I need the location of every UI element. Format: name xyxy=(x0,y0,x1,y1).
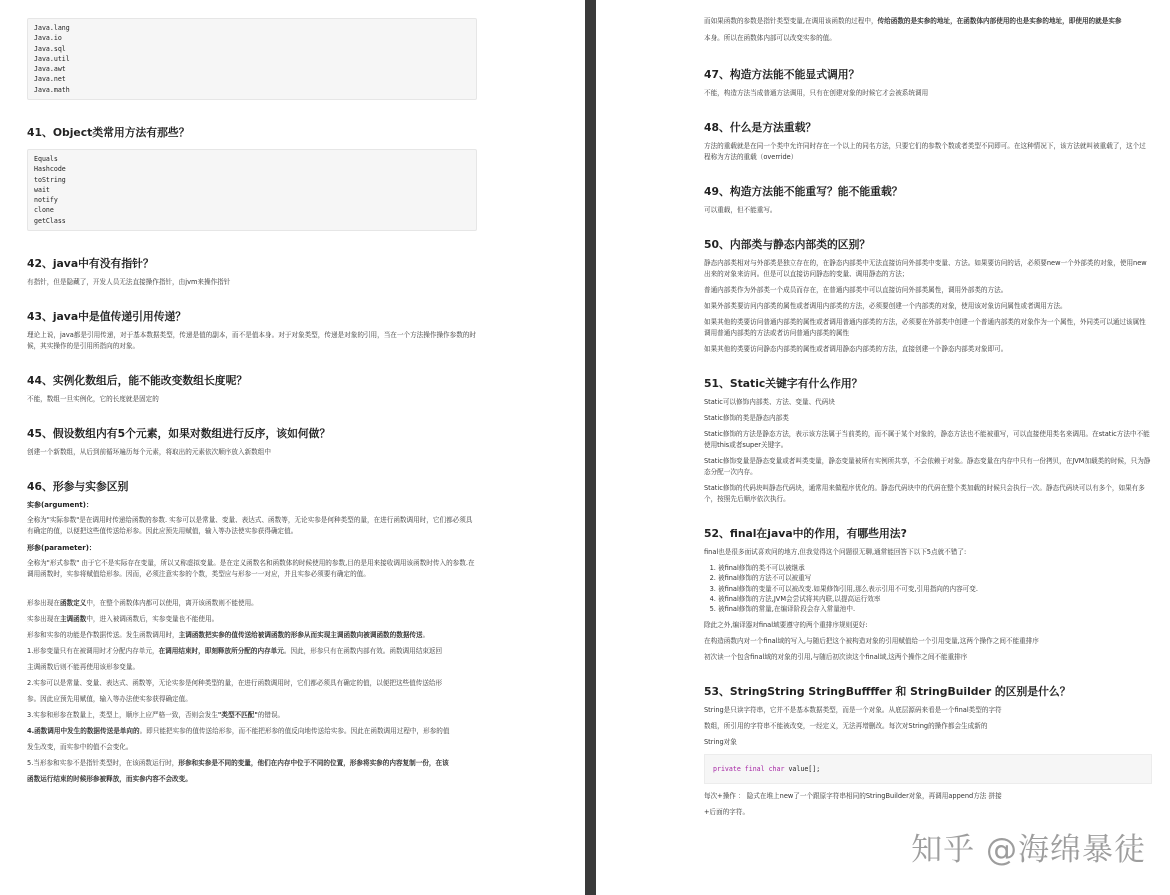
q46-para-5: 形参和实参的功能是作数据传送。发生函数调用时，主调函数把实参的值传送给被调函数的形参从而实现主调函数向被调函数的数据传送。 xyxy=(27,631,430,639)
q46-para-8: 3.实参和形参在数量上，类型上，顺序上应严格一致，否则会发生"类型不匹配"的错误。 xyxy=(27,711,285,719)
q46-continued-text-2: 本身。所以在函数体内部可以改变实参的值。 xyxy=(704,34,836,42)
q46-para-10: 5.当形参和实参不是指针类型时，在该函数运行时，形参和实参是不同的变量，他们在内存中位于不同的位置，形参将实参的内容复制一份，在该 xyxy=(27,759,449,767)
code-line: Java.math xyxy=(34,85,70,94)
list-item: 2. 被final修饰的方法不可以被重写 xyxy=(718,573,1152,583)
code-line: clone xyxy=(34,206,54,215)
q46-para-6b: 主调函数后则不能再使用该形参变量。 xyxy=(27,663,140,671)
q46-para-7b: 参。因此应预先用赋值，输入等办法使实参获得确定值。 xyxy=(27,695,192,703)
left-column xyxy=(27,0,477,785)
q50-para-4: 如果其他的类要访问普通内部类的属性或者调用普通内部类的方法，必须要在外部类中创建一个普通内部类的对象作为一个属性，外同类可以通过该属性调用普通内部类的方法或者访问普通内部类的属性 xyxy=(704,318,1146,337)
q53-heading: 53、StringString StringBuffffer 和 StringBuilder 的区别是什么？ xyxy=(704,685,1071,699)
q46-argument-label: 实参(argument)： xyxy=(27,501,93,509)
q51-para-4: Static修饰变量是静态变量或者叫类变量，静态变量被所有实例所共享，不会依赖于对象。静态变量在内存中只有一份拷贝，在JVM加载类的时候，只为静态分配一次内存。 xyxy=(704,457,1151,476)
code-line: Java.sql xyxy=(34,44,66,53)
q47-heading: 47、构造方法能不能显式调用？ xyxy=(704,68,860,81)
q46-para-9b: 发生改变，而实参中的值不会变化。 xyxy=(27,743,133,751)
q46-para-6: 1.形参变量只有在被调用时才分配内存单元，在调用结束时，即刻释放所分配的内存单元。因此，形参只有在函数内部有效。函数调用结束返回 xyxy=(27,647,443,655)
q46-parameter-text: 全称为"形式参数" 由于它不是实际存在变量，所以又称虚拟变量。是在定义函数名和函数体的时候使用的参数,目的是用来接收调用该函数时传入的参数.在调用函数时，实参将赋值给形参。因而，必须注意实参的个数，类型应与形参一一对应，并且实参必须要有确定的值。 xyxy=(27,559,475,578)
q43-heading: 43、java中是值传递引用传递？ xyxy=(27,310,187,323)
code-line: Java.net xyxy=(34,75,66,84)
q45-heading: 45、假设数组内有5个元素，如果对数组进行反序，该如何做？ xyxy=(27,427,331,440)
q52-para-2: 除此之外,编译器对final域要遵守的两个重排序规则更好: xyxy=(704,621,868,630)
object-methods-code-block xyxy=(27,149,477,231)
q46-para-3: 形参出现在函数定义中，在整个函数体内都可以使用，离开该函数则不能使用。 xyxy=(27,599,258,607)
q53-para-4: 每次+操作 ： 隐式在堆上new了一个跟原字符串相同的StringBuilder对象，再调用append方法 拼接 xyxy=(704,792,1002,801)
code-line: Java.io xyxy=(34,34,62,43)
q46-para-10b: 函数运行结束的时候形参被释放，而实参内容不会改变。 xyxy=(27,775,192,783)
q53-para-5: +后面的字符。 xyxy=(704,808,750,817)
package-code-block xyxy=(27,18,477,100)
q48-heading: 48、什么是方法重载？ xyxy=(704,121,817,134)
list-item: 3. 被final修饰的变量不可以被改变.如果修饰引用,那么表示引用不可变,引用指向的内容可变. xyxy=(718,584,1152,594)
code-line: Equals xyxy=(34,155,58,163)
q46-heading: 46、形参与实参区别 xyxy=(27,480,129,493)
q43-answer: 理论上说，java都是引用传递，对于基本数据类型，传递是值的副本，而不是值本身。对于对象类型，传递是对象的引用，当在一个方法操作操作参数的时候，其实操作的是引用所指向的对象。 xyxy=(27,331,476,350)
code-line: Hashcode xyxy=(34,165,66,174)
q50-heading: 50、内部类与静态内部类的区别？ xyxy=(704,238,871,251)
q49-heading: 49、构造方法能不能重写？能不能重载？ xyxy=(704,185,903,198)
string-value-code-block: private final char value[]; xyxy=(704,754,1152,784)
code-line: notify xyxy=(34,196,58,205)
list-item: 4. 被final修饰的方法,JVM会尝试将其内联,以提高运行效率 xyxy=(718,594,1152,604)
q46-para-4: 实参出现在主调函数中，进入被调函数后，实参变量也不能使用。 xyxy=(27,615,219,623)
zhihu-watermark: 知乎 @海绵暴徒 xyxy=(911,832,1146,868)
q52-heading: 52、final在java中的作用，有哪些用法? xyxy=(704,527,907,540)
q47-answer: 不能，构造方法当成普通方法调用，只有在创建对象的时候它才会被系统调用 xyxy=(704,89,929,97)
q48-answer: 方法的重载就是在同一个类中允许同时存在一个以上的同名方法，只要它们的参数个数或者类型不同即可。在这种情况下，该方法就叫被重载了，这个过程称为方法的重载（override） xyxy=(704,142,1146,161)
right-column xyxy=(704,0,1152,818)
q51-para-2: Static修饰的类是静态内部类 xyxy=(704,414,789,422)
q44-answer: 不能，数组一旦实例化，它的长度就是固定的 xyxy=(27,395,159,403)
list-item: 5. 被final修饰的常量,在编译阶段会存入常量池中. xyxy=(718,604,1152,614)
code-line: Java.lang xyxy=(34,24,70,32)
page-gutter xyxy=(585,0,596,895)
q42-answer: 有指针，但是隐藏了，开发人员无法直接操作指针，由jvm来操作指针 xyxy=(27,278,231,286)
q50-para-1: 静态内部类相对与外部类是独立存在的，在静态内部类中无法直接访问外部类中变量、方法。如果要访问的话，必须要new一个外部类的对象，使用new出来的对象来访问。但是可以直接访问静态的变量、调用静态的方法； xyxy=(704,259,1147,278)
q44-heading: 44、实例化数组后，能不能改变数组长度呢？ xyxy=(27,374,248,387)
q51-para-1: Static可以修饰内部类、方法、变量、代码块 xyxy=(704,398,835,406)
q42-heading: 42、java中有没有指针？ xyxy=(27,257,154,270)
q53-para-1: String是只读字符串，它并不是基本数据类型，而是一个对象。从底层源码来看是一个final类型的字符 xyxy=(704,706,1002,715)
q49-answer: 可以重载，但不能重写。 xyxy=(704,206,777,214)
code-line: Java.util xyxy=(34,54,70,63)
code-line: Java.awt xyxy=(34,65,66,74)
q53-para-3: String对象 xyxy=(704,738,737,747)
q46-para-9: 4.函数调用中发生的数据传送是单向的。即只能把实参的值传送给形参，而不能把形参的值反向地传送给实参。因此在函数调用过程中，形参的值 xyxy=(27,727,450,735)
q51-heading: 51、Static关键字有什么作用？ xyxy=(704,377,863,390)
q53-para-2: 数组，所引用的字符串不能被改变，一经定义，无法再增删改。每次对String的操作都会生成新的 xyxy=(704,722,988,731)
q52-para-4: 初次读一个包含final域的对象的引用,与随后初次读这个final域,这两个操作之间不能重排序 xyxy=(704,653,968,662)
q52-para-3: 在构造函数内对一个final域的写入,与随后把这个被构造对象的引用赋值给一个引用变量,这两个操作之间不能重排序 xyxy=(704,637,1039,646)
q46-continued-text: 而如果函数的参数是指针类型变量,在调用该函数的过程中，传给函数的是实参的地址，在函数体内部使用的也是实参的地址，即使用的就是实参 xyxy=(704,17,1122,25)
q52-intro: final也是很多面试喜欢问的地方,但我觉得这个问题很无聊,通常能回答下以下5点就不错了: xyxy=(704,548,967,556)
q52-final-list xyxy=(704,563,1152,614)
q50-para-2: 普通内部类作为外部类一个成员而存在，在普通内部类中可以直接访问外部类属性，调用外部类的方法。 xyxy=(704,286,1008,294)
right-page xyxy=(596,0,1170,895)
code-line: toString xyxy=(34,175,66,184)
q51-para-3: Static修饰的方法是静态方法，表示该方法属于当前类的，而不属于某个对象的，静态方法也不能被重写，可以直接使用类名来调用。在static方法中不能使用this或者super关键字。 xyxy=(704,430,1150,449)
code-line: wait xyxy=(34,185,50,194)
code-line: getClass xyxy=(34,216,66,225)
q45-answer: 创建一个新数组，从后到前循环遍历每个元素，将取出的元素依次顺序放入新数组中 xyxy=(27,448,271,456)
q50-para-3: 如果外部类要访问内部类的属性或者调用内部类的方法，必须要创建一个内部类的对象，使用该对象访问属性或者调用方法。 xyxy=(704,302,1067,310)
list-item: 1. 被final修饰的类不可以被继承 xyxy=(718,563,1152,573)
q41-heading: 41、Object类常用方法有那些？ xyxy=(27,126,190,139)
q46-para-7: 2.实参可以是常量、变量、表达式、函数等，无论实参是何种类型的量，在进行函数调用时，它们都必须具有确定的值，以便把这些值传送给形 xyxy=(27,679,443,687)
q46-parameter-label: 形参(parameter)： xyxy=(27,544,96,552)
q46-argument-text: 全称为"实际参数"是在调用时传递给函数的参数. 实参可以是常量、变量、表达式、函数等，无论实参是何种类型的量，在进行函数调用时，它们都必须具有确定的值，以便把这些值传送给形参。因此应预先用赋值，输入等办法使实参获得确定值。 xyxy=(27,516,473,535)
q50-para-5: 如果其他的类要访问静态内部类的属性或者调用静态内部类的方法，直接创建一个静态内部类对象即可。 xyxy=(704,345,1008,353)
q51-para-5: Static修饰的代码块叫静态代码块，通常用来做程序优化的。静态代码块中的代码在整个类加载的时候只会执行一次。静态代码块可以有多个，如果有多个，按照先后顺序依次执行。 xyxy=(704,484,1145,503)
